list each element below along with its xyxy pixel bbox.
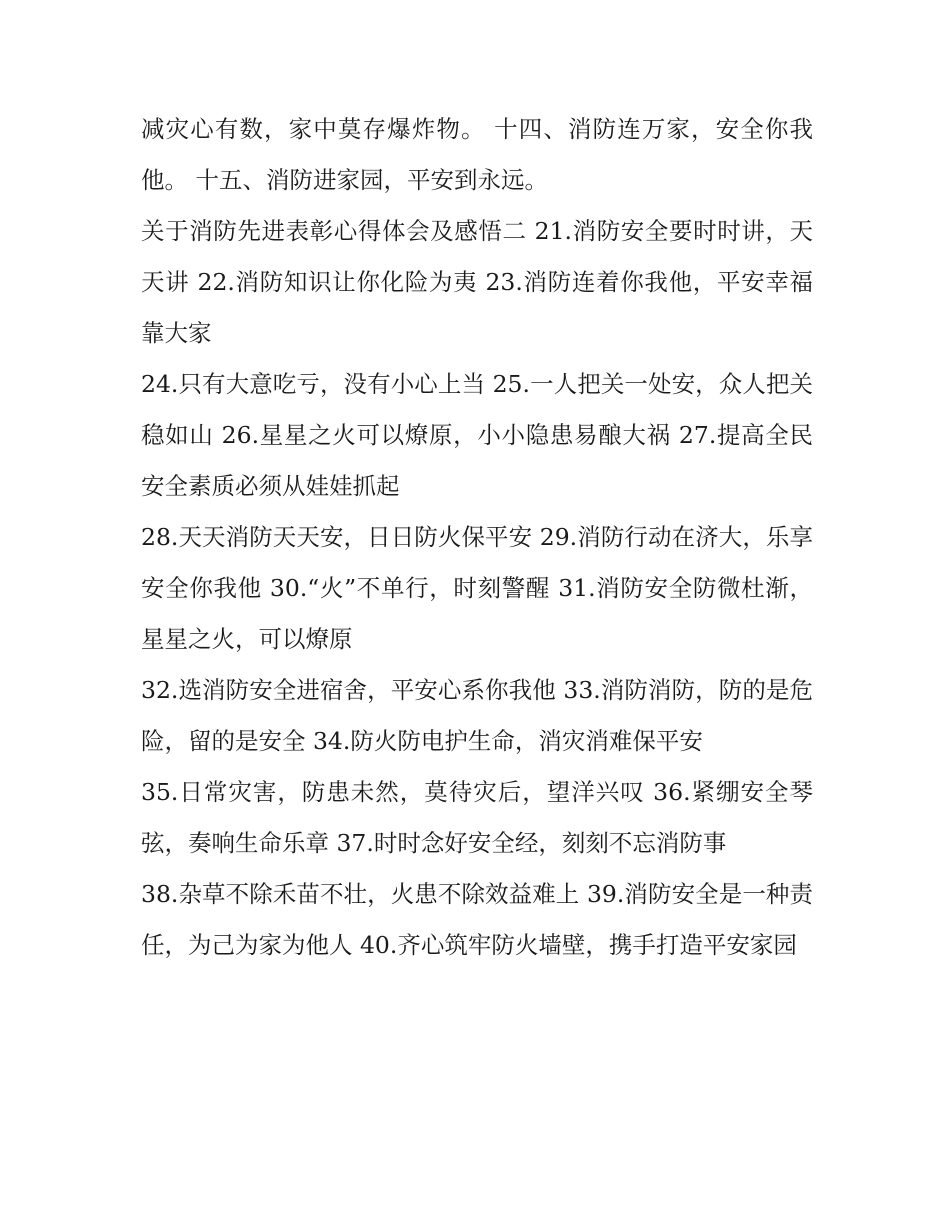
paragraph-5: 32.选消防安全进宿舍，平安心系你我他 33.消防消防，防的是危险，留的是安全 34.防火防电护生命，消灾消难保平安 bbox=[141, 676, 813, 755]
paragraph-3: 24.只有大意吃亏，没有小心上当 25.一人把关一处安，众人把关稳如山 26.星星之火可以燎原，小小隐患易酿大祸 27.提高全民安全素质必须从娃娃抓起 bbox=[141, 370, 813, 500]
paragraph-1: 减灾心有数，家中莫存爆炸物。 十四、消防连万家，安全你我他。 十五、消防进家园，平安到永远。 bbox=[141, 115, 813, 194]
document-body bbox=[141, 104, 813, 971]
paragraph-7: 38.杂草不除禾苗不壮，火患不除效益难上 39.消防安全是一种责任，为己为家为他人 40.齐心筑牢防火墙壁，携手打造平安家园 bbox=[141, 880, 813, 959]
paragraph-2: 关于消防先进表彰心得体会及感悟二 21.消防安全要时时讲，天天讲 22.消防知识让你化险为夷 23.消防连着你我他，平安幸福靠大家 bbox=[141, 217, 813, 347]
paragraph-6: 35.日常灾害，防患未然，莫待灾后，望洋兴叹 36.紧绷安全琴弦，奏响生命乐章 37.时时念好安全经，刻刻不忘消防事 bbox=[141, 778, 813, 857]
paragraph-4: 28.天天消防天天安，日日防火保平安 29.消防行动在济大，乐享安全你我他 30.“火”不单行，时刻警醒 31.消防安全防微杜渐，星星之火，可以燎原 bbox=[141, 523, 813, 653]
